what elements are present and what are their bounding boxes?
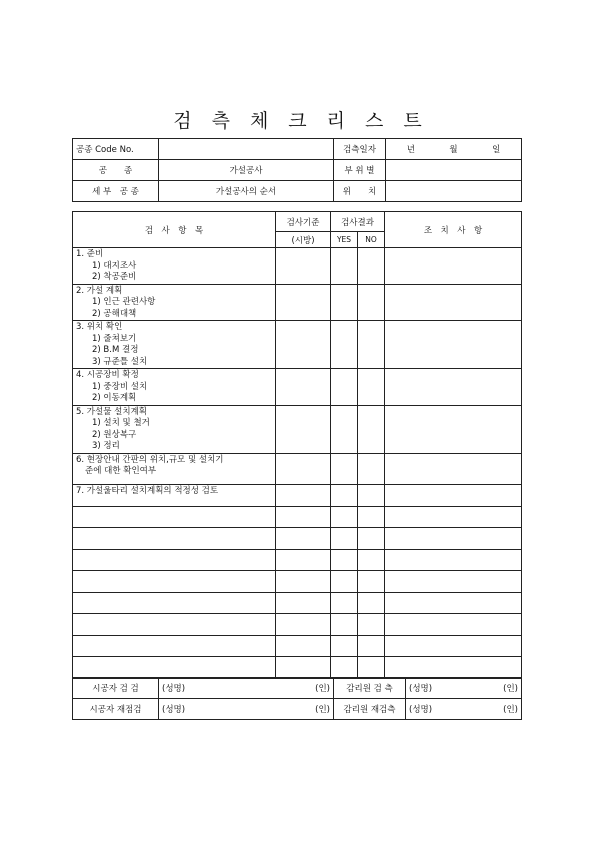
contractor-recheck-name[interactable]: (성명)	[159, 699, 309, 720]
supervisor-check-label: 감리원 검 측	[334, 678, 406, 699]
no-cell[interactable]	[358, 614, 385, 636]
date-year: 년	[406, 145, 415, 155]
yes-cell[interactable]	[331, 453, 358, 484]
action-cell[interactable]	[385, 571, 522, 593]
item-cell[interactable]	[73, 549, 276, 571]
date-month: 월	[449, 145, 458, 155]
standard-cell[interactable]	[276, 369, 331, 406]
col-result-header: 검사결과	[331, 212, 385, 232]
no-cell[interactable]	[358, 284, 385, 321]
signature-table	[72, 677, 522, 720]
no-cell[interactable]	[358, 657, 385, 679]
col-yes-header: YES	[331, 232, 358, 248]
checklist-item-line: 1) 대지조사	[92, 260, 137, 271]
no-cell[interactable]	[358, 506, 385, 528]
action-cell[interactable]	[385, 592, 522, 614]
no-cell[interactable]	[358, 635, 385, 657]
no-cell[interactable]	[358, 405, 385, 453]
col-standard-header: 검사기준	[276, 212, 331, 232]
yes-cell[interactable]	[331, 635, 358, 657]
yes-cell[interactable]	[331, 405, 358, 453]
no-cell[interactable]	[358, 453, 385, 484]
col-standard-sub-header: (시방)	[276, 232, 331, 248]
header-table	[72, 138, 522, 202]
checklist-item	[73, 453, 276, 484]
item-cell[interactable]	[73, 592, 276, 614]
checklist-item-line: 3) 규준틀 설치	[92, 356, 148, 367]
work-type-value: 가설공사	[159, 160, 334, 181]
standard-cell[interactable]	[276, 405, 331, 453]
no-cell[interactable]	[358, 571, 385, 593]
yes-cell[interactable]	[331, 528, 358, 550]
col-item-header: 검 사 항 목	[73, 212, 276, 248]
no-cell[interactable]	[358, 528, 385, 550]
checklist-item-line: 2) 공해대책	[92, 308, 137, 319]
checklist-item	[73, 405, 276, 453]
work-code-value[interactable]	[159, 139, 334, 160]
action-cell[interactable]	[385, 369, 522, 406]
checklist-empty-row	[73, 614, 522, 636]
no-cell[interactable]	[358, 248, 385, 285]
checklist-empty-row	[73, 635, 522, 657]
standard-cell[interactable]	[276, 635, 331, 657]
checklist-item-line: 4. 시공장비 확정	[76, 370, 139, 380]
inspection-date-value[interactable]	[386, 139, 522, 160]
item-cell[interactable]	[73, 614, 276, 636]
action-cell[interactable]	[385, 405, 522, 453]
checklist-item-line: 2) 이동계획	[92, 393, 137, 403]
action-cell[interactable]	[385, 284, 522, 321]
supervisor-recheck-label: 감리원 재검측	[334, 699, 406, 720]
contractor-recheck-seal: (인)	[309, 699, 334, 720]
standard-cell[interactable]	[276, 484, 331, 506]
checklist-empty-row	[73, 528, 522, 550]
yes-cell[interactable]	[331, 571, 358, 593]
checklist-empty-row	[73, 657, 522, 679]
yes-cell[interactable]	[331, 549, 358, 571]
col-no-header: NO	[358, 232, 385, 248]
action-cell[interactable]	[385, 506, 522, 528]
standard-cell[interactable]	[276, 549, 331, 571]
checklist-item-line: 1) 줄쳐보기	[92, 333, 137, 344]
checklist-item-line: 1) 설치 및 철거	[92, 418, 150, 428]
item-cell[interactable]	[73, 571, 276, 593]
checklist-item	[73, 369, 276, 406]
checklist-item-line: 2. 가설 계획	[76, 285, 123, 296]
checklist-item-line: 2) B.M 결정	[92, 345, 139, 355]
item-cell[interactable]	[73, 528, 276, 550]
checklist-item	[73, 248, 276, 285]
standard-cell[interactable]	[276, 528, 331, 550]
page-title: 검측체크리스트	[173, 110, 442, 132]
item-cell[interactable]	[73, 635, 276, 657]
contractor-check-label: 시공자 검 검	[73, 678, 159, 699]
checklist-item-line: 5. 가설물 설치계획	[76, 406, 147, 417]
contractor-check-name[interactable]: (성명)	[159, 678, 309, 699]
yes-cell[interactable]	[331, 369, 358, 406]
checklist-item-line: 1) 인근 관련사항	[92, 297, 156, 307]
checklist-row	[73, 248, 522, 285]
yes-cell[interactable]	[331, 321, 358, 369]
work-type-label: 공 종	[73, 160, 159, 181]
item-cell[interactable]	[73, 506, 276, 528]
yes-cell[interactable]	[331, 657, 358, 679]
checklist-item	[73, 484, 276, 506]
standard-cell[interactable]	[276, 614, 331, 636]
checklist-row	[73, 453, 522, 484]
checklist-row	[73, 405, 522, 453]
no-cell[interactable]	[358, 484, 385, 506]
standard-cell[interactable]	[276, 453, 331, 484]
supervisor-check-name[interactable]: (성명)	[406, 678, 498, 699]
no-cell[interactable]	[358, 321, 385, 369]
checklist-item-line: 2) 착공준비	[92, 272, 137, 282]
supervisor-recheck-seal: (인)	[498, 699, 522, 720]
yes-cell[interactable]	[331, 248, 358, 285]
inspection-date-label: 검측일자	[334, 139, 386, 160]
position-label: 위 치	[334, 181, 386, 202]
supervisor-check-seal: (인)	[498, 678, 522, 699]
location-value[interactable]	[386, 160, 522, 181]
checklist-row	[73, 369, 522, 406]
item-cell[interactable]	[73, 657, 276, 679]
yes-cell[interactable]	[331, 592, 358, 614]
sub-work-value: 가설공사의 순서	[159, 181, 334, 202]
checklist-item	[73, 321, 276, 369]
action-cell[interactable]	[385, 453, 522, 484]
yes-cell[interactable]	[331, 484, 358, 506]
yes-cell[interactable]	[331, 506, 358, 528]
contractor-recheck-label: 시공자 재점검	[73, 699, 159, 720]
standard-cell[interactable]	[276, 592, 331, 614]
standard-cell[interactable]	[276, 657, 331, 679]
checklist-item-line: 준에 대한 확인여부	[85, 466, 157, 476]
standard-cell[interactable]	[276, 506, 331, 528]
checklist-row	[73, 284, 522, 321]
checklist-table	[72, 211, 522, 679]
checklist-item-line: 1. 준비	[76, 249, 104, 259]
checklist-item-line: 1) 중장비 설치	[92, 381, 148, 392]
checklist-empty-row	[73, 571, 522, 593]
checklist-item-line: 2) 원상복구	[92, 429, 137, 440]
checklist-item-line: 3. 위치 확인	[76, 322, 123, 332]
checklist-item-line: 7. 가설울타리 설치계획의 적정성 검토	[76, 485, 219, 496]
checklist-empty-row	[73, 592, 522, 614]
standard-cell[interactable]	[276, 248, 331, 285]
yes-cell[interactable]	[331, 614, 358, 636]
action-cell[interactable]	[385, 614, 522, 636]
work-code-label: 공종 Code No.	[73, 139, 159, 160]
yes-cell[interactable]	[331, 284, 358, 321]
checklist-item-line: 3) 정리	[92, 441, 120, 451]
supervisor-recheck-name[interactable]: (성명)	[406, 699, 498, 720]
date-day: 일	[492, 145, 501, 155]
action-cell[interactable]	[385, 549, 522, 571]
checklist-item-line: 6. 현장안내 간판의 위치,규모 및 설치기	[76, 454, 224, 465]
action-cell[interactable]	[385, 248, 522, 285]
col-action-header: 조 치 사 항	[385, 212, 522, 248]
action-cell[interactable]	[385, 657, 522, 679]
checklist-empty-row	[73, 549, 522, 571]
action-cell[interactable]	[385, 635, 522, 657]
contractor-check-seal: (인)	[309, 678, 334, 699]
standard-cell[interactable]	[276, 321, 331, 369]
no-cell[interactable]	[358, 549, 385, 571]
checklist-empty-row	[73, 506, 522, 528]
action-cell[interactable]	[385, 528, 522, 550]
sub-work-label: 세 부 공 종	[73, 181, 159, 202]
no-cell[interactable]	[358, 592, 385, 614]
position-value[interactable]	[386, 181, 522, 202]
checklist-row	[73, 321, 522, 369]
no-cell[interactable]	[358, 369, 385, 406]
checklist-item	[73, 284, 276, 321]
standard-cell[interactable]	[276, 284, 331, 321]
action-cell[interactable]	[385, 484, 522, 506]
standard-cell[interactable]	[276, 571, 331, 593]
location-label: 부 위 별	[334, 160, 386, 181]
action-cell[interactable]	[385, 321, 522, 369]
checklist-row	[73, 484, 522, 506]
